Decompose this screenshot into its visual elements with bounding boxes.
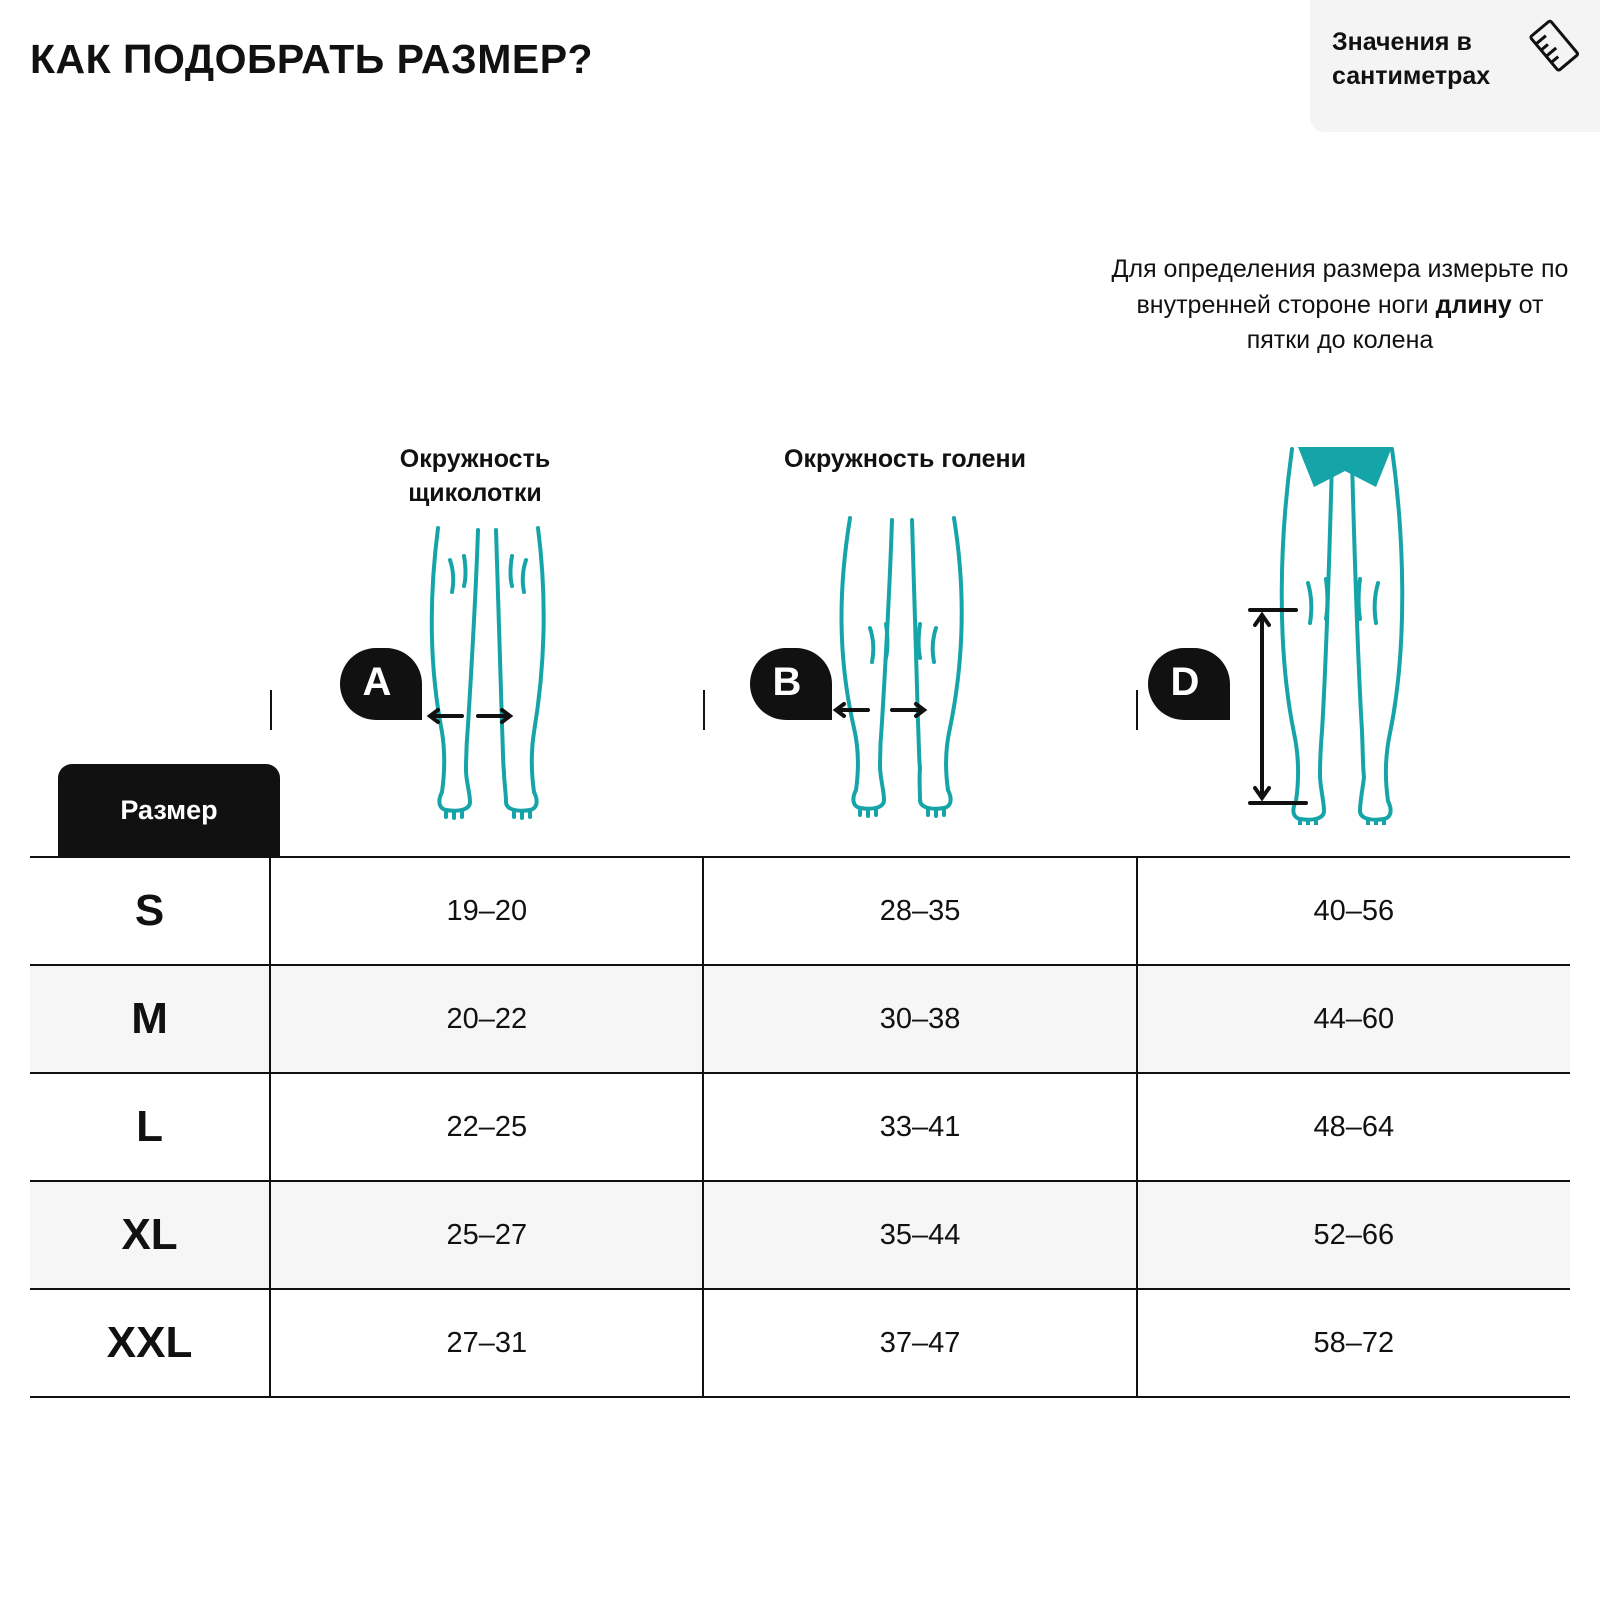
measure-note-part1: Для определения размера измерьте по внутренней стороне ноги bbox=[1111, 255, 1569, 319]
ruler-icon bbox=[1528, 18, 1582, 72]
badge-letter-b: B bbox=[750, 648, 832, 720]
column-divider-2 bbox=[703, 690, 705, 730]
cell-size: XXL bbox=[30, 1289, 270, 1397]
table-row bbox=[30, 1181, 1570, 1289]
column-caption-ankle: Окружность щиколотки bbox=[399, 445, 551, 507]
cell-size: M bbox=[30, 965, 270, 1073]
column-divider-1 bbox=[270, 690, 272, 730]
cell-calf: 28–35 bbox=[703, 857, 1136, 965]
table-row bbox=[30, 857, 1570, 965]
table-row bbox=[30, 965, 1570, 1073]
cell-ankle: 22–25 bbox=[270, 1073, 703, 1181]
cell-ankle: 25–27 bbox=[270, 1181, 703, 1289]
page-title: КАК ПОДОБРАТЬ РАЗМЕР? bbox=[30, 36, 594, 82]
cell-calf: 35–44 bbox=[703, 1181, 1136, 1289]
table-header-row bbox=[30, 728, 1570, 857]
size-header-cell bbox=[30, 728, 270, 857]
cell-length: 58–72 bbox=[1137, 1289, 1570, 1397]
cell-length: 52–66 bbox=[1137, 1181, 1570, 1289]
cell-calf: 30–38 bbox=[703, 965, 1136, 1073]
header-spacer-b bbox=[703, 728, 1136, 857]
cell-size: L bbox=[30, 1073, 270, 1181]
cell-size: S bbox=[30, 857, 270, 965]
column-divider-3 bbox=[1136, 690, 1138, 730]
measure-note-part2: от пятки до колена bbox=[1246, 290, 1544, 354]
cell-calf: 37–47 bbox=[703, 1289, 1136, 1397]
badge-letter-d: D bbox=[1148, 648, 1230, 720]
units-badge bbox=[1310, 0, 1600, 132]
measure-note-bold: длину bbox=[1435, 290, 1512, 319]
column-caption-calf: Окружность голени bbox=[784, 445, 1026, 473]
table-row bbox=[30, 1289, 1570, 1397]
measure-note bbox=[1110, 252, 1570, 359]
units-badge-label: Значения в сантиметрах bbox=[1332, 28, 1491, 90]
cell-calf: 33–41 bbox=[703, 1073, 1136, 1181]
header-spacer-a bbox=[270, 728, 703, 857]
header-spacer-d bbox=[1137, 728, 1570, 857]
size-header-label: Размер bbox=[58, 764, 280, 856]
cell-ankle: 19–20 bbox=[270, 857, 703, 965]
size-table bbox=[30, 728, 1570, 1398]
cell-length: 48–64 bbox=[1137, 1073, 1570, 1181]
cell-size: XL bbox=[30, 1181, 270, 1289]
cell-length: 44–60 bbox=[1137, 965, 1570, 1073]
badge-letter-a: A bbox=[340, 648, 422, 720]
cell-ankle: 27–31 bbox=[270, 1289, 703, 1397]
cell-length: 40–56 bbox=[1137, 857, 1570, 965]
table-row bbox=[30, 1073, 1570, 1181]
cell-ankle: 20–22 bbox=[270, 965, 703, 1073]
